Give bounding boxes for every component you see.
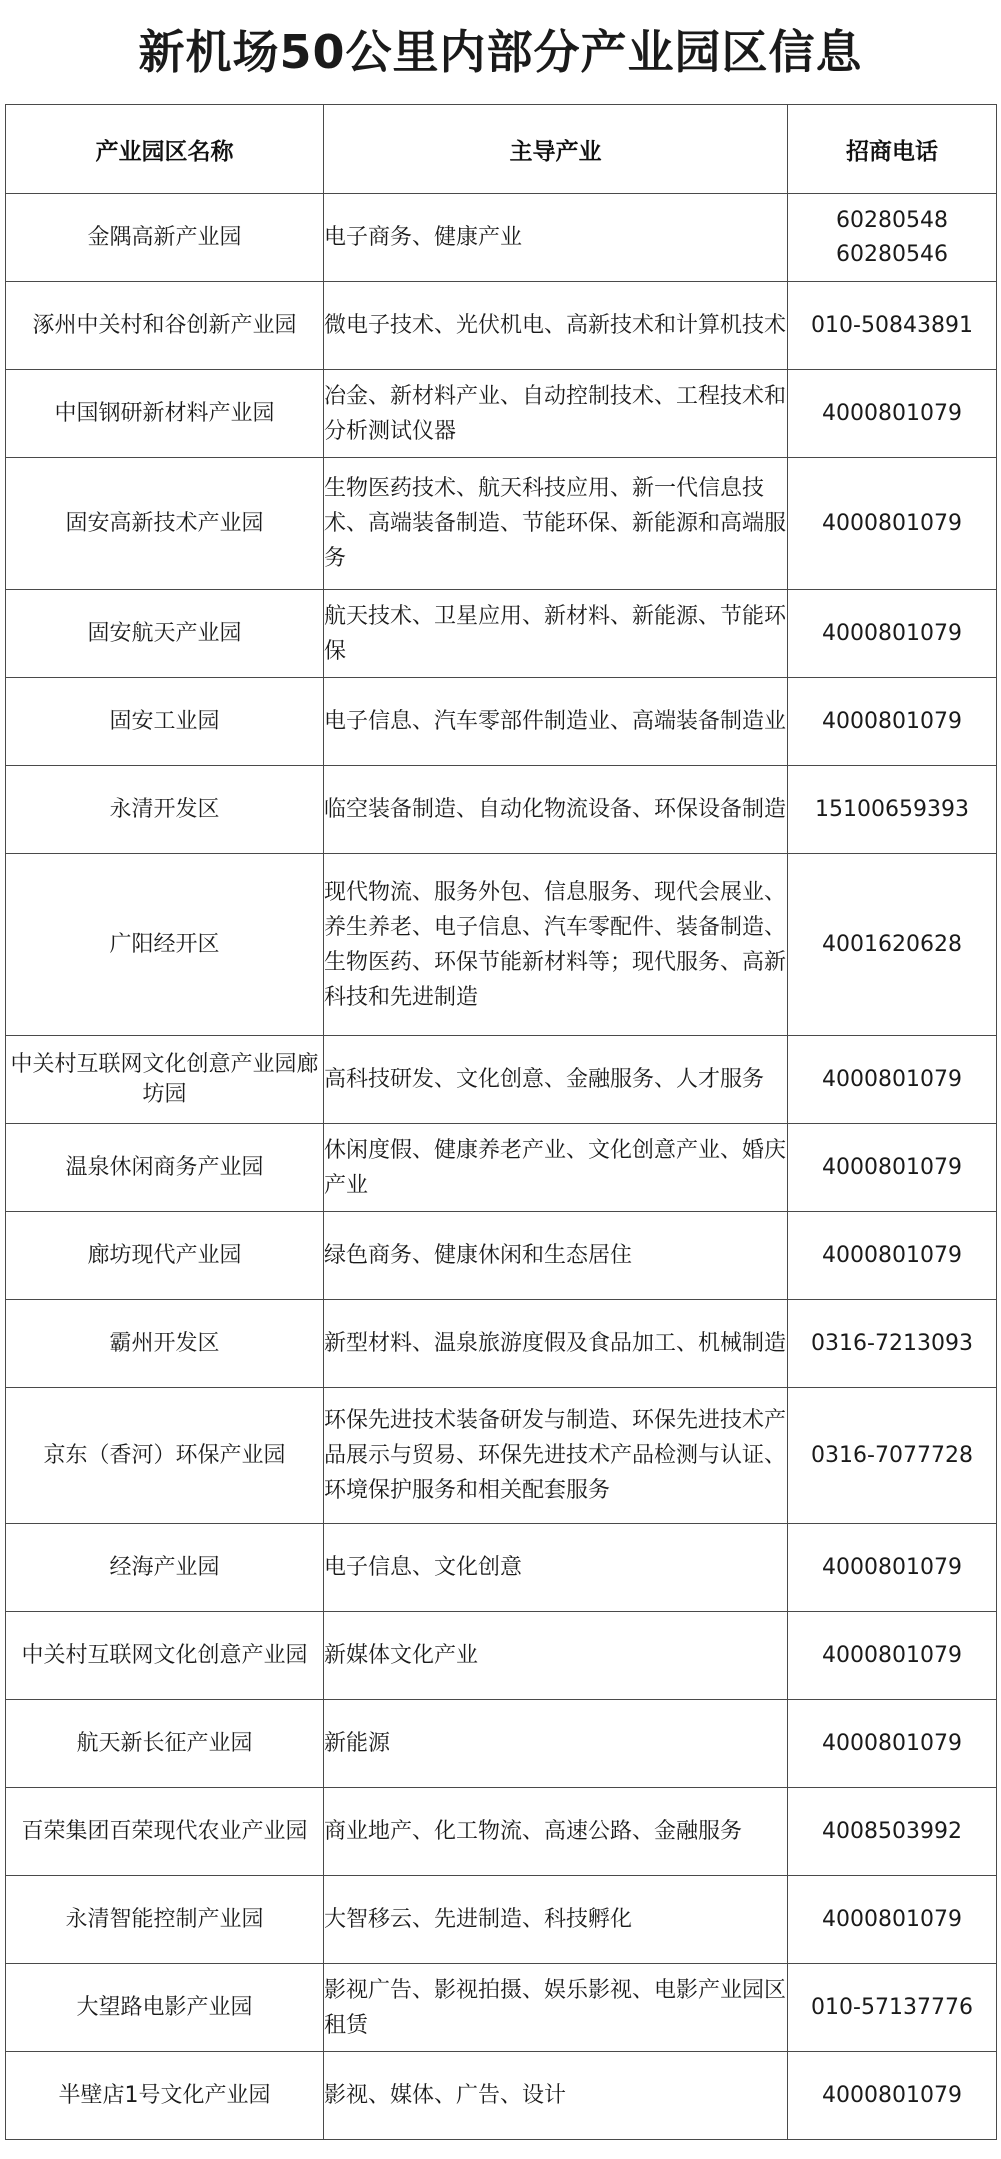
phone-cell [788, 1612, 997, 1700]
table-row [6, 1300, 997, 1388]
phone-cell [788, 1036, 997, 1124]
industry-cell: 新能源 [324, 1700, 788, 1788]
table-row [6, 1964, 997, 2052]
phone-cell [788, 1876, 997, 1964]
park-name-cell: 固安高新技术产业园 [6, 458, 324, 590]
phone-number: 0316-7077728 [811, 1442, 973, 1468]
table-header-row [6, 105, 997, 194]
phone-cell [788, 1124, 997, 1212]
header-park-name: 产业园区名称 [6, 105, 324, 194]
table-row [6, 458, 997, 590]
park-name-cell: 百荣集团百荣现代农业产业园 [6, 1788, 324, 1876]
phone-number: 0316-7213093 [811, 1330, 973, 1356]
park-name-cell: 温泉休闲商务产业园 [6, 1124, 324, 1212]
industry-cell: 生物医药技术、航天科技应用、新一代信息技术、高端装备制造、节能环保、新能源和高端服务 [324, 458, 788, 590]
phone-number: 4000801079 [822, 1066, 962, 1092]
phone-cell [788, 854, 997, 1036]
park-name-cell: 半壁店1号文化产业园 [6, 2052, 324, 2140]
phone-cell [788, 1388, 997, 1524]
park-name-cell: 大望路电影产业园 [6, 1964, 324, 2052]
park-name-cell: 航天新长征产业园 [6, 1700, 324, 1788]
industry-cell: 新媒体文化产业 [324, 1612, 788, 1700]
table-row [6, 1612, 997, 1700]
table-row [6, 1212, 997, 1300]
phone-number: 60280548 [836, 207, 948, 233]
phone-number: 4000801079 [822, 1730, 962, 1756]
park-name-cell: 永清智能控制产业园 [6, 1876, 324, 1964]
table-row [6, 1876, 997, 1964]
park-name-cell: 金隅高新产业园 [6, 194, 324, 282]
table-row [6, 282, 997, 370]
phone-cell [788, 1700, 997, 1788]
industry-cell: 电子商务、健康产业 [324, 194, 788, 282]
industry-cell: 电子信息、汽车零部件制造业、高端装备制造业 [324, 678, 788, 766]
park-name-cell: 中关村互联网文化创意产业园 [6, 1612, 324, 1700]
phone-number: 4008503992 [822, 1818, 962, 1844]
table-row [6, 370, 997, 458]
park-name-cell: 永清开发区 [6, 766, 324, 854]
table-row [6, 1788, 997, 1876]
park-name-cell: 广阳经开区 [6, 854, 324, 1036]
phone-number: 4000801079 [822, 2082, 962, 2108]
phone-number: 010-50843891 [811, 312, 973, 338]
phone-cell [788, 1300, 997, 1388]
table-row [6, 1388, 997, 1524]
industry-cell: 影视、媒体、广告、设计 [324, 2052, 788, 2140]
phone-cell [788, 1964, 997, 2052]
page-title: 新机场50公里内部分产业园区信息 [138, 25, 863, 79]
phone-number: 15100659393 [815, 796, 969, 822]
header-industry: 主导产业 [324, 105, 788, 194]
industry-cell: 高科技研发、文化创意、金融服务、人才服务 [324, 1036, 788, 1124]
phone-number: 4001620628 [822, 931, 962, 957]
table-row [6, 678, 997, 766]
industry-cell: 新型材料、温泉旅游度假及食品加工、机械制造 [324, 1300, 788, 1388]
industry-cell: 航天技术、卫星应用、新材料、新能源、节能环保 [324, 590, 788, 678]
park-name-cell: 固安航天产业园 [6, 590, 324, 678]
industry-cell: 商业地产、化工物流、高速公路、金融服务 [324, 1788, 788, 1876]
industry-cell: 绿色商务、健康休闲和生态居住 [324, 1212, 788, 1300]
table-row [6, 1700, 997, 1788]
industry-cell: 临空装备制造、自动化物流设备、环保设备制造 [324, 766, 788, 854]
industry-cell: 影视广告、影视拍摄、娱乐影视、电影产业园区租赁 [324, 1964, 788, 2052]
phone-number: 60280546 [836, 241, 948, 267]
phone-number: 4000801079 [822, 708, 962, 734]
phone-cell [788, 1212, 997, 1300]
table-row [6, 1524, 997, 1612]
industry-cell: 微电子技术、光伏机电、高新技术和计算机技术 [324, 282, 788, 370]
industrial-park-table [5, 104, 997, 2140]
table-row [6, 2052, 997, 2140]
industry-cell: 现代物流、服务外包、信息服务、现代会展业、养生养老、电子信息、汽车零配件、装备制造、生物医药、环保节能新材料等；现代服务、高新科技和先进制造 [324, 854, 788, 1036]
phone-number: 010-57137776 [811, 1994, 973, 2020]
phone-number: 4000801079 [822, 1642, 962, 1668]
phone-number: 4000801079 [822, 1154, 962, 1180]
phone-cell [788, 766, 997, 854]
header-phone: 招商电话 [788, 105, 997, 194]
phone-cell [788, 2052, 997, 2140]
table-row [6, 194, 997, 282]
park-name-cell: 廊坊现代产业园 [6, 1212, 324, 1300]
industry-cell: 冶金、新材料产业、自动控制技术、工程技术和分析测试仪器 [324, 370, 788, 458]
table-row [6, 854, 997, 1036]
industry-cell: 大智移云、先进制造、科技孵化 [324, 1876, 788, 1964]
industry-cell: 休闲度假、健康养老产业、文化创意产业、婚庆产业 [324, 1124, 788, 1212]
park-name-cell: 中关村互联网文化创意产业园廊坊园 [6, 1036, 324, 1124]
park-name-cell: 固安工业园 [6, 678, 324, 766]
phone-number: 4000801079 [822, 1906, 962, 1932]
table-row [6, 1036, 997, 1124]
industry-cell: 电子信息、文化创意 [324, 1524, 788, 1612]
phone-number: 4000801079 [822, 510, 962, 536]
park-name-cell: 中国钢研新材料产业园 [6, 370, 324, 458]
phone-cell [788, 1524, 997, 1612]
park-name-cell: 涿州中关村和谷创新产业园 [6, 282, 324, 370]
table-body [6, 194, 997, 2140]
phone-cell [788, 458, 997, 590]
table-row [6, 1124, 997, 1212]
phone-cell [788, 678, 997, 766]
industry-cell: 环保先进技术装备研发与制造、环保先进技术产品展示与贸易、环保先进技术产品检测与认证、环境保护服务和相关配套服务 [324, 1388, 788, 1524]
phone-cell [788, 370, 997, 458]
phone-number: 4000801079 [822, 1554, 962, 1580]
park-name-cell: 经海产业园 [6, 1524, 324, 1612]
phone-cell [788, 282, 997, 370]
phone-number: 4000801079 [822, 400, 962, 426]
phone-number: 4000801079 [822, 620, 962, 646]
table-row [6, 766, 997, 854]
park-name-cell: 霸州开发区 [6, 1300, 324, 1388]
park-name-cell: 京东（香河）环保产业园 [6, 1388, 324, 1524]
phone-cell [788, 1788, 997, 1876]
table-row [6, 590, 997, 678]
phone-cell [788, 194, 997, 282]
phone-number: 4000801079 [822, 1242, 962, 1268]
phone-cell [788, 590, 997, 678]
